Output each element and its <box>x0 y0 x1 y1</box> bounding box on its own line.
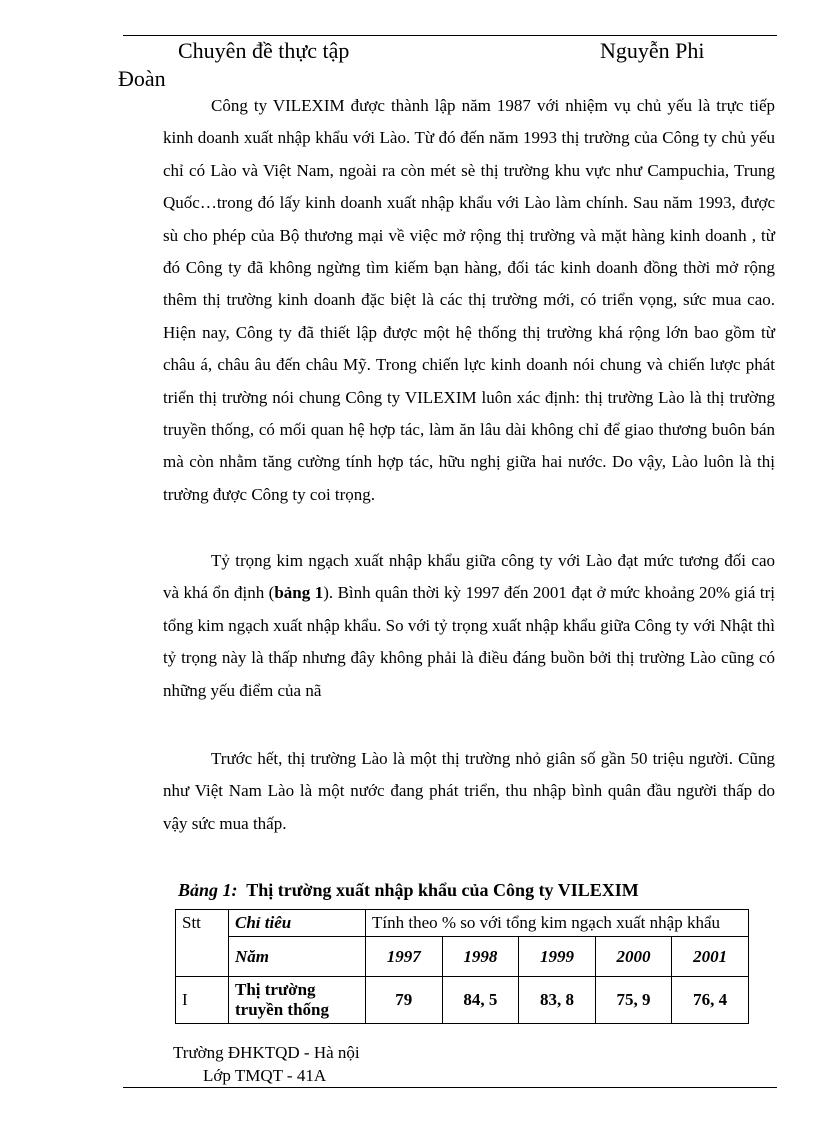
header-author: Nguyễn Phi <box>600 38 705 63</box>
table-reference: bảng 1 <box>274 583 324 603</box>
header-percent: Tính theo % so với tổng kim ngạch xuất nhập khẩu <box>366 910 749 937</box>
header-title: Chuyên đề thực tập <box>178 38 350 63</box>
row-stt: I <box>176 977 229 1024</box>
year-cell: 1999 <box>519 937 596 977</box>
footer-rule <box>123 1087 777 1088</box>
year-cell: 2001 <box>672 937 749 977</box>
header-stt: Stt <box>176 910 229 977</box>
header-chitieu: Chỉ tiêu <box>229 910 366 937</box>
value-cell: 79 <box>366 977 443 1024</box>
table-caption-text: Thị trường xuất nhập khẩu của Công ty VILEXIM <box>246 880 639 900</box>
paragraph-2 <box>163 545 775 707</box>
paragraph-2-text-b: ). Bình quân thời kỳ 1997 đến 2001 đạt ở mức khoảng 20% giá trị tổng kim ngạch xuất nhập khẩu. So với tỷ trọng xuất nhập khẩu giữa Công ty với Nhật thì tỷ trọng này là thấp nhưng đây không phải là điều đáng buồn bởi thị trường Lào cũng có những yếu điểm của nã <box>163 583 775 700</box>
header-nam: Năm <box>229 937 366 977</box>
header-rule <box>123 35 777 36</box>
value-cell: 76, 4 <box>672 977 749 1024</box>
market-table <box>175 909 749 1024</box>
table-header-row <box>176 910 749 937</box>
value-cell: 75, 9 <box>595 977 672 1024</box>
paragraph-2-text-a: Tỷ trọng kim ngạch xuất nhập khẩu giữa công ty với Lào đạt mức tương đối cao và khá ổn định ( <box>163 551 775 603</box>
year-cell: 2000 <box>595 937 672 977</box>
header-author-continued: Đoàn <box>118 66 166 91</box>
table-caption <box>178 880 639 901</box>
row-label: Thị trường truyền thống <box>229 977 366 1024</box>
table-row <box>176 977 749 1024</box>
year-cell: 1998 <box>442 937 519 977</box>
paragraph-3: Trước hết, thị trường Lào là một thị trường nhỏ giân số gần 50 triệu người. Cũng như Việt Nam Lào là một nước đang phát triển, thu nhập bình quân đầu người thấp do vậy sức mua thấp. <box>163 749 775 833</box>
paragraph-1: Công ty VILEXIM được thành lập năm 1987 với nhiệm vụ chủ yếu là trực tiếp kinh doanh xuất nhập khẩu với Lào. Từ đó đến năm 1993 thị trường của Công ty chủ yếu chỉ có Lào và Việt Nam, ngoài ra còn mét sè thị trường khu vực như Campuchia, Trung Quốc…trong đó lấy kinh doanh xuất nhập khẩu với Lào làm chính. Sau năm 1993, được sù cho phép của Bộ thương mại về việc mở rộng thị trường và mặt hàng kinh doanh , từ đó Công ty đã không ngừng tìm kiếm bạn hàng, đối tác kinh doanh đồng thời mở rộng thêm thị trường kinh doanh đặc biệt là các thị trường mới, có triển vọng, sức mua cao. Hiện nay, Công ty đã thiết lập được một hệ thống thị trường khá rộng lớn bao gồm từ châu á, châu âu đến châu Mỹ. Trong chiến lực kinh doanh nói chung và chiến lược phát triển thị trường nói chung Công ty VILEXIM luôn xác định: thị trường Lào là thị trường truyền thống, có mối quan hệ hợp tác, làm ăn lâu dài không chỉ để giao thương buôn bán mà còn nhằm tăng cường tính hợp tác, hữu nghị giữa hai nước. Do vậy, Lào luôn là thị trường được Công ty coi trọng. <box>163 96 775 504</box>
value-cell: 83, 8 <box>519 977 596 1024</box>
footer-class: Lớp TMQT - 41A <box>203 1066 327 1085</box>
table-caption-label: Bảng 1: <box>178 880 238 900</box>
table-year-row <box>176 937 749 977</box>
value-cell: 84, 5 <box>442 977 519 1024</box>
year-cell: 1997 <box>366 937 443 977</box>
footer-school: Trường ĐHKTQD - Hà nội <box>173 1043 360 1062</box>
